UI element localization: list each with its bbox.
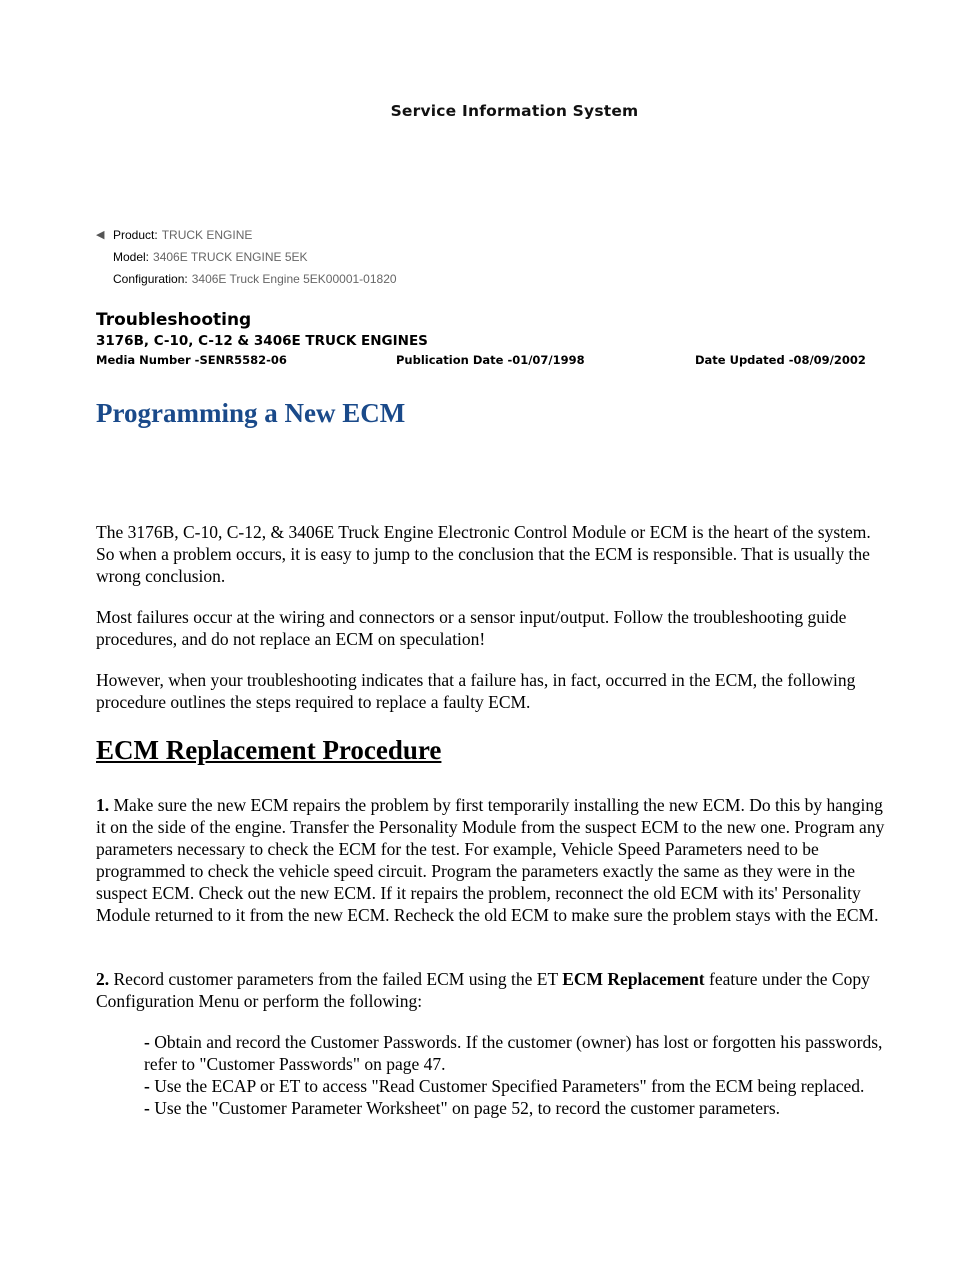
doc-title: Troubleshooting (96, 310, 252, 330)
publication-date: Publication Date -01/07/1998 (396, 353, 585, 367)
model-value: 3406E TRUCK ENGINE 5EK (153, 250, 308, 264)
system-banner: Service Information System (390, 102, 639, 120)
intro-text-3: However, when your troubleshooting indicates that a failure has, in fact, occurred in the ECM, the following procedure outlines the steps required to replace a faulty ECM. (96, 670, 856, 712)
document-header (96, 309, 896, 371)
breadcrumb-model (96, 246, 397, 268)
bullet-dash: - (144, 1032, 150, 1052)
model-label: Model: (113, 250, 150, 264)
step-2 (96, 968, 886, 1012)
bullet-text: Obtain and record the Customer Passwords. If the customer (owner) has lost or forgotten his passwords, refer to "Customer Passwords" on page 47. (144, 1032, 883, 1074)
step-2-text-a: Record customer parameters from the failed ECM using the ET (109, 969, 563, 989)
page-title: Programming a New ECM (96, 398, 406, 428)
step-2-bullets (144, 1031, 889, 1119)
intro-text-2: Most failures occur at the wiring and connectors or a sensor input/output. Follow the troubleshooting guide procedures, and do not replace an ECM on speculation! (96, 607, 847, 649)
list-item (144, 1097, 889, 1119)
list-item (144, 1075, 889, 1097)
intro-text-1: The 3176B, C-10, C-12, & 3406E Truck Engine Electronic Control Module or ECM is the heart of the system. So when a problem occurs, it is easy to jump to the conclusion that the ECM is responsible. That is usually the wrong conclusion. (96, 522, 871, 586)
step-2-number: 2. (96, 969, 110, 989)
media-number: Media Number -SENR5582-06 (96, 353, 287, 367)
intro-paragraph-1 (96, 521, 886, 587)
breadcrumb-product (96, 224, 397, 246)
bullet-dash: - (144, 1098, 150, 1118)
back-arrow-icon[interactable]: ◀ (96, 229, 105, 241)
date-updated: Date Updated -08/09/2002 (695, 353, 866, 367)
bullet-text: Use the "Customer Parameter Worksheet" on page 52, to record the customer parameters. (149, 1098, 781, 1118)
step-1 (96, 794, 886, 926)
list-item (144, 1031, 889, 1075)
doc-subtitle: 3176B, C-10, C-12 & 3406E TRUCK ENGINES (96, 333, 428, 349)
product-label: Product: (113, 228, 158, 242)
section-title: ECM Replacement Procedure (96, 735, 442, 765)
step-2-bold: ECM Replacement (562, 969, 705, 989)
product-value: TRUCK ENGINE (161, 228, 253, 242)
config-value: 3406E Truck Engine 5EK00001-01820 (191, 272, 397, 286)
breadcrumb (96, 224, 397, 290)
step-1-number: 1. (96, 795, 110, 815)
config-label: Configuration: (113, 272, 188, 286)
intro-paragraph-3 (96, 669, 886, 713)
step-1-text: Make sure the new ECM repairs the problem by first temporarily installing the new ECM. Do this by hanging it on the side of the engine. Transfer the Personality Module from the suspect ECM to the new one. Program any parameters necessary to check the ECM for the test. For example, Vehicle Speed Parameters need to be programmed to check the vehicle speed circuit. Program the parameters exactly the same as they were in the suspect ECM. Check out the new ECM. If it repairs the problem, reconnect the old ECM with its' Personality Module returned to it from the new ECM. Recheck the old ECM to make sure the problem stays with the ECM. (96, 795, 885, 925)
bullet-dash: - (144, 1076, 150, 1096)
intro-paragraph-2 (96, 606, 886, 650)
breadcrumb-config (96, 268, 397, 290)
bullet-text: Use the ECAP or ET to access "Read Customer Specified Parameters" from the ECM being replaced. (149, 1076, 865, 1096)
doc-meta (96, 353, 896, 371)
step-2-text-b: feature under the Copy Configuration Menu or perform the following: (96, 969, 870, 1011)
